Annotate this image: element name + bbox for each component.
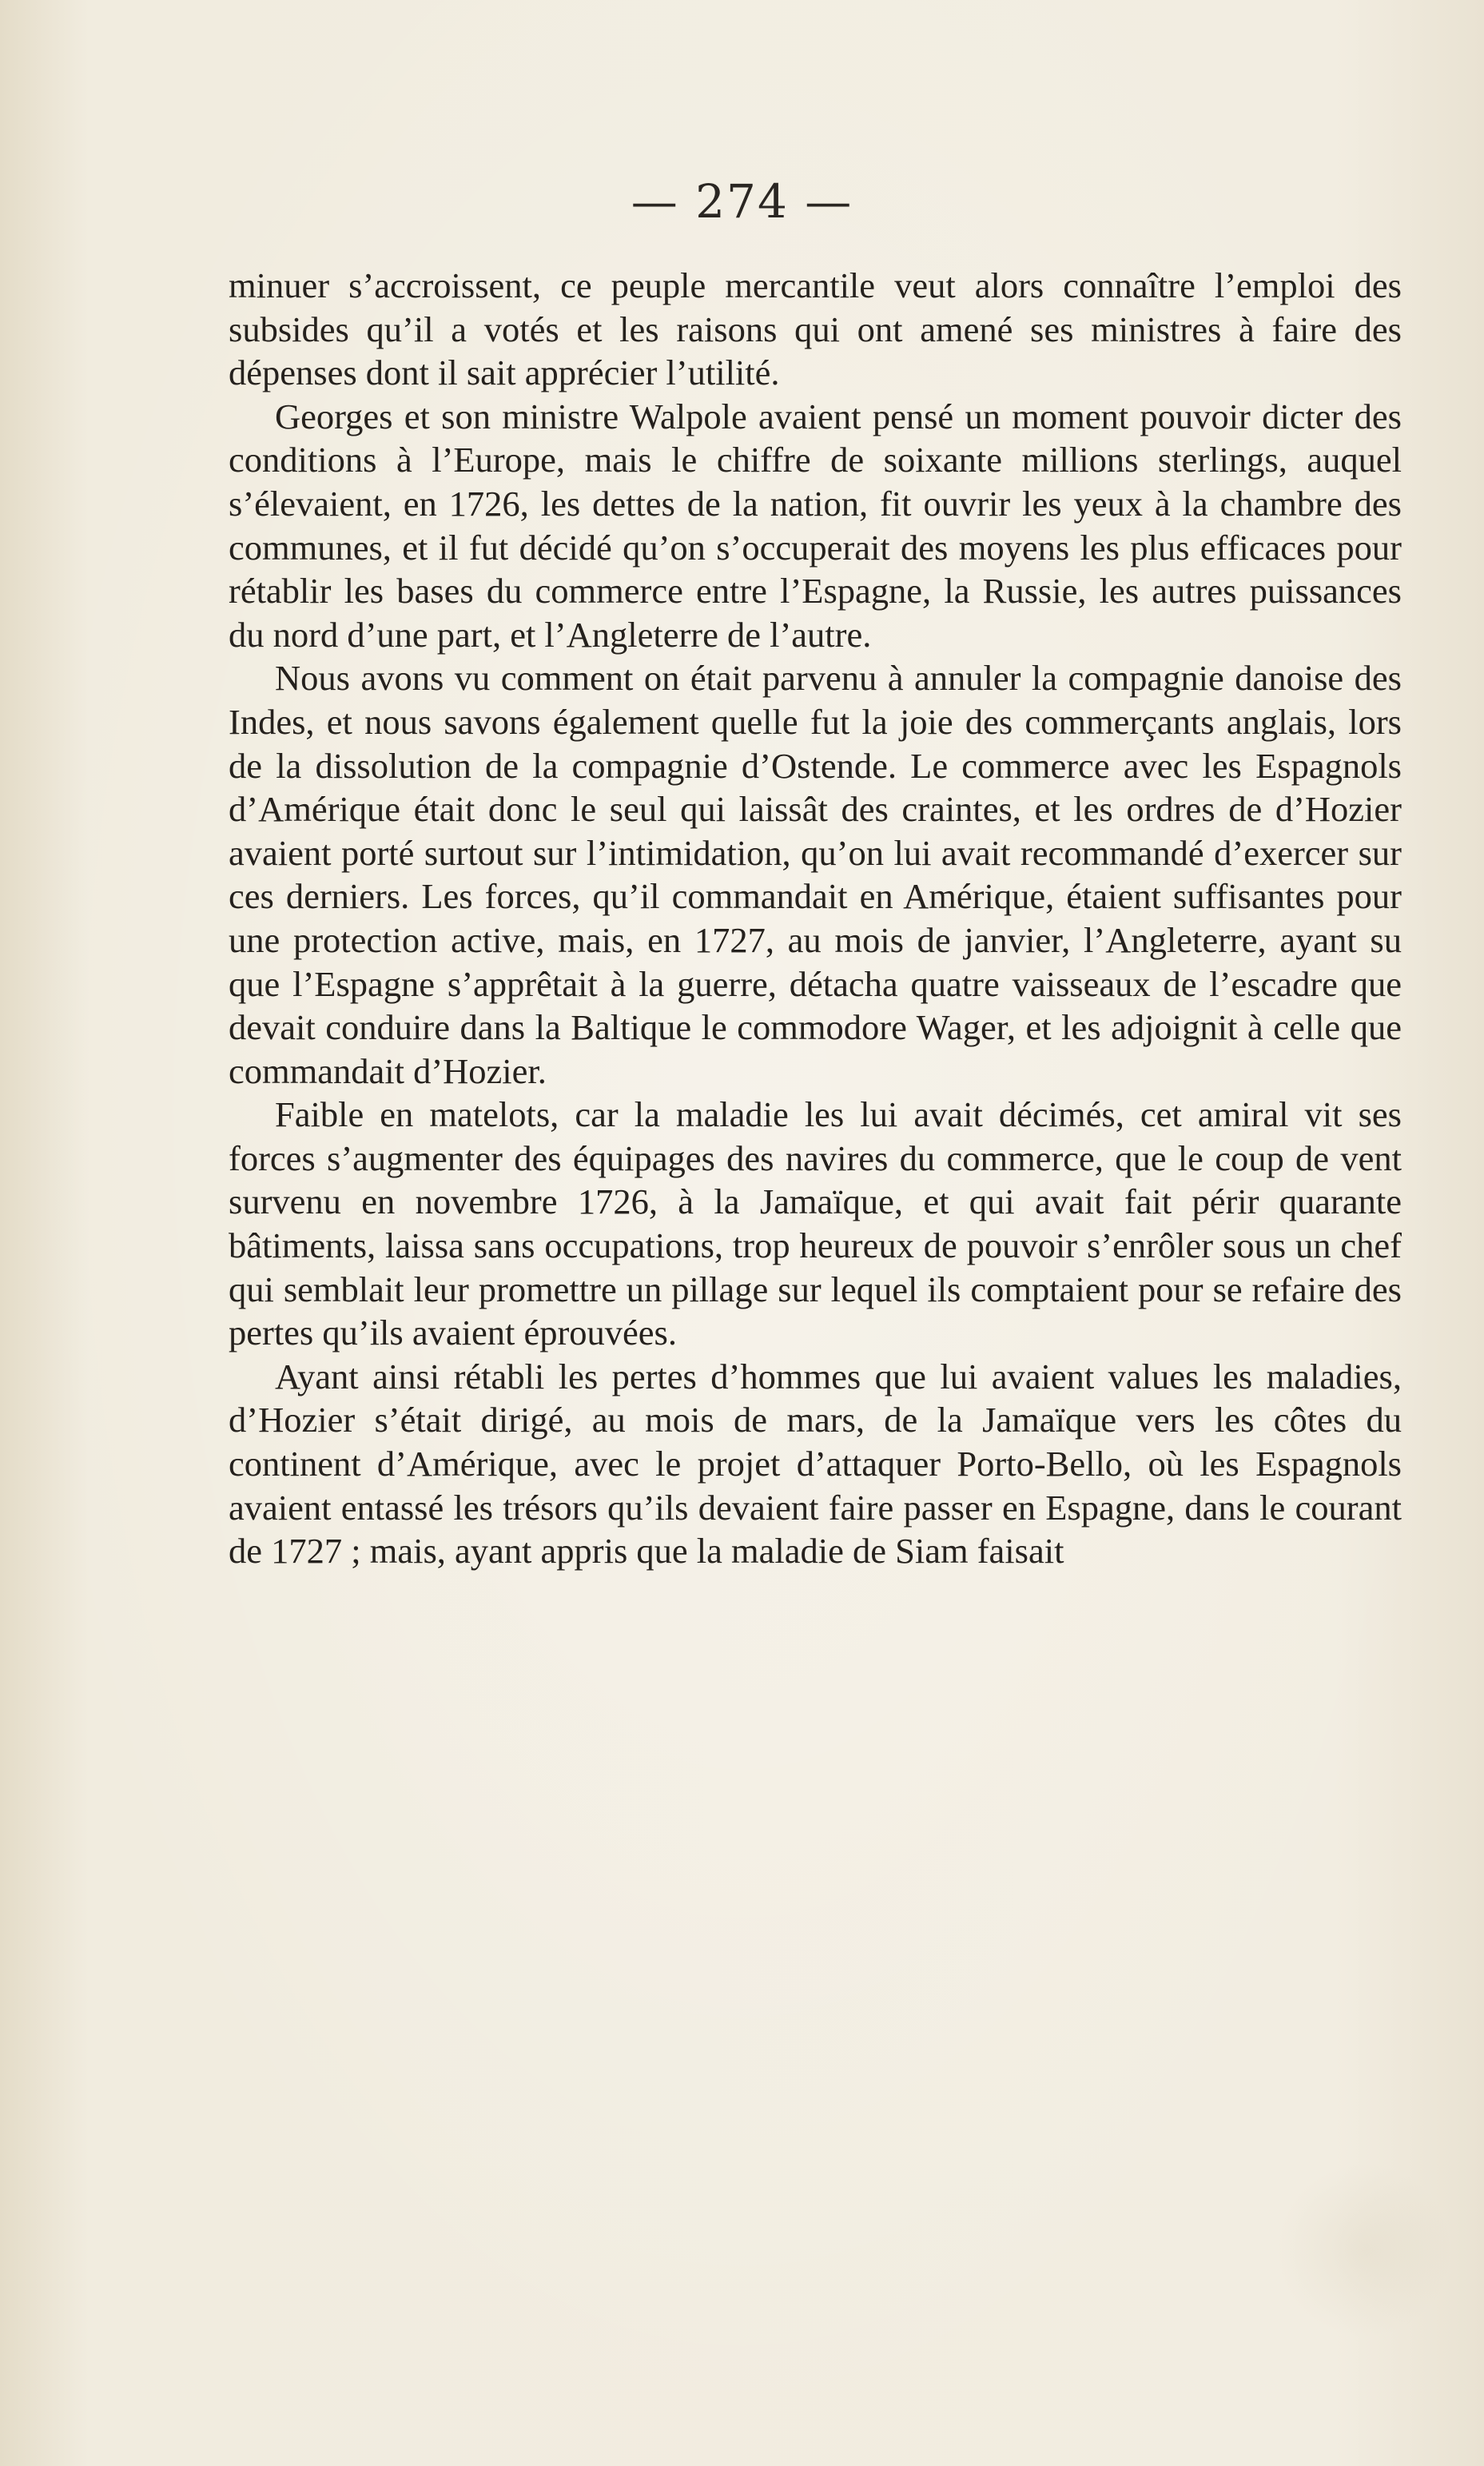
paragraph-3: Nous avons vu comment on était parvenu à annuler la compagnie danoise des Indes, et nous savons également quelle fut la joie des commerçants anglais, lors de la dissolution de la compagnie d’Ostende. Le commerce avec les Espagnols d’Amérique était donc le seul qui laissât des craintes, et les ordres de d’Hozier avaient porté surtout sur l’intimidation, qu’on lui avait recommandé d’exercer sur ces derniers. Les forces, qu’il commandait en Amérique, étaient suffisantes pour une protection active, mais, en 1727, au mois de janvier, l’Angleterre, ayant su que l’Espagne s’apprêtait à la guerre, détacha quatre vaisseaux de l’escadre que devait conduire dans la Baltique le commodore Wager, et les adjoignit à celle que commandait d’Hozier. [229,658,1402,1091]
paragraph-1: minuer s’accroissent, ce peuple mercantile veut alors connaître l’emploi des subsides qu’il a votés et les raisons qui ont amené ses ministres à faire des dépenses dont il sait apprécier l’utilité. [229,265,1402,393]
paper-stain [1276,2162,1452,2338]
paragraph-5: Ayant ainsi rétabli les pertes d’hommes que lui avaient values les maladies, d’Hozier s’était dirigé, au mois de mars, de la Jamaïque vers les côtes du continent d’Amérique, avec le projet d’attaquer Porto-Bello, où les Espagnols avaient entassé les trésors qu’ils devaient faire passer en Espagne, dans le courant de 1727 ; mais, ayant appris que la maladie de Siam faisait [229,1356,1402,1572]
paragraph-4: Faible en matelots, car la maladie les lui avait décimés, cet amiral vit ses forces s’augmenter des équipages des navires du commerce, que le coup de vent survenu en novembre 1726, à la Jamaïque, et qui avait fait périr quarante bâtiments, laissa sans occupations, trop heureux de pouvoir s’enrôler sous un chef qui semblait leur promettre un pillage sur lequel ils comptaient pour se refaire des pertes qu’ils avaient éprouvées. [229,1094,1402,1353]
paragraph-2: Georges et son ministre Walpole avaient pensé un moment pouvoir dicter des conditions à l’Europe, mais le chiffre de soixante millions sterlings, auquel s’élevaient, en 1726, les dettes de la nation, fit ouvrir les yeux à la chambre des communes, et il fut décidé qu’on s’occuperait des moyens les plus efficaces pour rétablir les bases du commerce entre l’Espagne, la Russie, les autres puissances du nord d’une part, et l’Angleterre de l’autre. [229,396,1402,655]
page-number: — 274 — [631,174,853,229]
body-text [229,264,1402,1573]
